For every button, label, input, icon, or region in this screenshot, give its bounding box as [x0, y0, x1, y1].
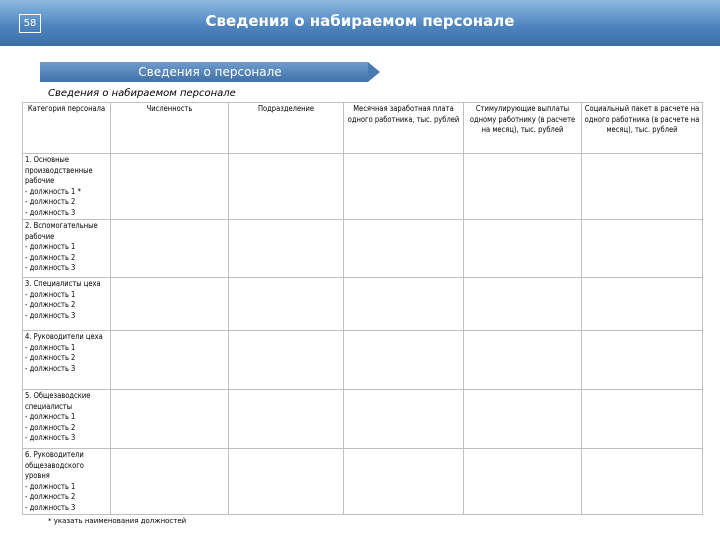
- input-cell[interactable]: [582, 220, 703, 278]
- input-cell[interactable]: [464, 449, 582, 515]
- category-cell: 4. Руководители цеха - должность 1 - должность 2 - должность 3: [23, 331, 111, 390]
- table-row: [23, 390, 703, 449]
- input-cell[interactable]: [111, 154, 229, 220]
- slide-title: Сведения о набираемом персонале: [205, 12, 515, 30]
- input-cell[interactable]: [229, 390, 344, 449]
- input-cell[interactable]: [229, 220, 344, 278]
- input-cell[interactable]: [229, 331, 344, 390]
- category-cell: 5. Общезаводские специалисты - должность 1 - должность 2 - должность 3: [23, 390, 111, 449]
- table-title: Сведения о набираемом персонале: [48, 88, 236, 99]
- column-header-social-package: Социальный пакет в расчете на одного работника (в расчете на месяц), тыс. рублей: [582, 103, 703, 154]
- slide-number: 58: [19, 14, 41, 33]
- column-header-salary: Месячная заработная плата одного работника, тыс. рублей: [344, 103, 464, 154]
- column-header-incentives: Стимулирующие выплаты одному работнику (в расчете на месяц), тыс. рублей: [464, 103, 582, 154]
- input-cell[interactable]: [344, 390, 464, 449]
- table-row: [23, 154, 703, 220]
- input-cell[interactable]: [464, 220, 582, 278]
- input-cell[interactable]: [582, 390, 703, 449]
- input-cell[interactable]: [344, 449, 464, 515]
- input-cell[interactable]: [111, 278, 229, 331]
- input-cell[interactable]: [344, 331, 464, 390]
- input-cell[interactable]: [111, 331, 229, 390]
- input-cell[interactable]: [229, 278, 344, 331]
- table-header-row: [23, 103, 703, 154]
- input-cell[interactable]: [464, 154, 582, 220]
- input-cell[interactable]: [464, 278, 582, 331]
- section-label: Сведения о персонале: [138, 65, 282, 79]
- table-row: [23, 278, 703, 331]
- column-header-count: Численность: [111, 103, 229, 154]
- input-cell[interactable]: [582, 154, 703, 220]
- category-cell: 6. Руководители общезаводского уровня - должность 1 - должность 2 - должность 3: [23, 449, 111, 515]
- input-cell[interactable]: [464, 390, 582, 449]
- category-cell: 2. Вспомогательные рабочие - должность 1 - должность 2 - должность 3: [23, 220, 111, 278]
- table-row: [23, 331, 703, 390]
- personnel-table: [22, 102, 703, 515]
- input-cell[interactable]: [582, 449, 703, 515]
- input-cell[interactable]: [464, 331, 582, 390]
- category-cell: 1. Основные производственные рабочие - должность 1 * - должность 2 - должность 3: [23, 154, 111, 220]
- input-cell[interactable]: [582, 331, 703, 390]
- input-cell[interactable]: [111, 220, 229, 278]
- input-cell[interactable]: [229, 154, 344, 220]
- table-row: [23, 220, 703, 278]
- input-cell[interactable]: [111, 449, 229, 515]
- input-cell[interactable]: [229, 449, 344, 515]
- column-header-category: Категория персонала: [23, 103, 111, 154]
- input-cell[interactable]: [344, 154, 464, 220]
- footnote: * указать наименования должностей: [48, 517, 187, 525]
- category-cell: 3. Специалисты цеха - должность 1 - должность 2 - должность 3: [23, 278, 111, 331]
- input-cell[interactable]: [111, 390, 229, 449]
- column-header-department: Подразделение: [229, 103, 344, 154]
- input-cell[interactable]: [582, 278, 703, 331]
- table-row: [23, 449, 703, 515]
- input-cell[interactable]: [344, 278, 464, 331]
- input-cell[interactable]: [344, 220, 464, 278]
